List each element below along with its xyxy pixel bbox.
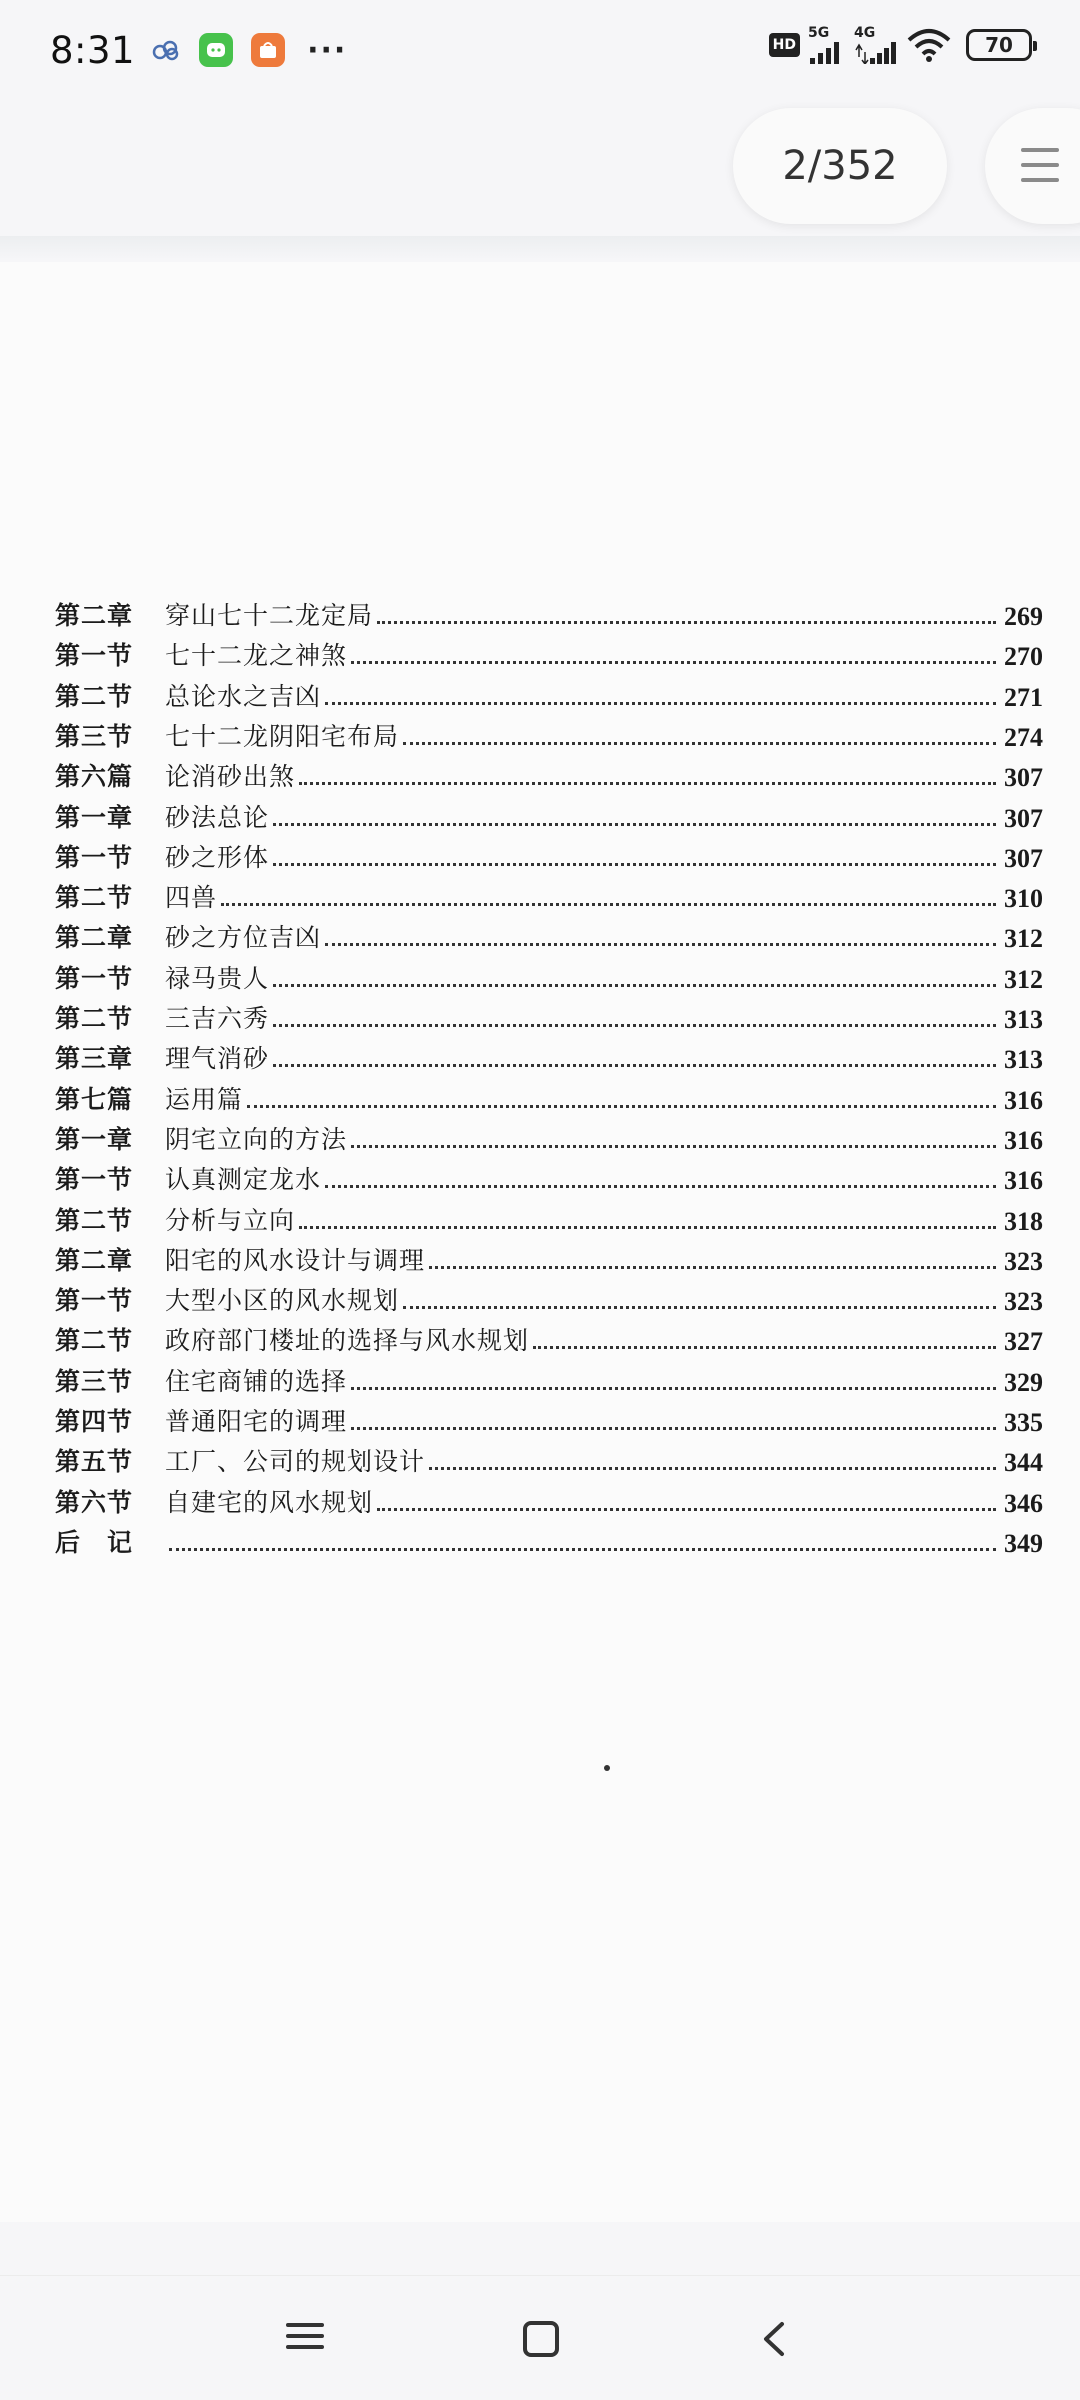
toc-entry-page-number: 323 <box>1004 1246 1043 1276</box>
toc-dot-leader <box>377 621 996 624</box>
shopping-app-icon <box>251 33 285 67</box>
page-indicator-text: 2/352 <box>782 143 898 189</box>
hd-voice-badge: HD <box>769 33 800 57</box>
toc-dot-leader <box>299 1226 996 1229</box>
home-icon[interactable] <box>518 2316 564 2362</box>
toc-entry-title: 三吉六秀 <box>165 1004 270 1033</box>
toc-dot-leader <box>351 661 996 664</box>
scan-speck <box>604 1765 610 1771</box>
toc-entry-title: 四兽 <box>165 883 218 913</box>
hamburger-icon <box>1021 148 1059 193</box>
toc-entry-title: 阴宅立向的方法 <box>165 1124 348 1154</box>
toc-entry[interactable] <box>55 914 1050 954</box>
toc-entry-title: 自建宅的风水规划 <box>165 1487 374 1517</box>
system-indicators <box>769 26 1032 64</box>
toc-entry-label: 第二节 <box>55 1326 134 1356</box>
toc-entry-label: 第二节 <box>55 883 134 913</box>
toc-entry-title: 理气消砂 <box>165 1044 270 1074</box>
toc-entry-label: 第四节 <box>55 1407 134 1436</box>
toc-dot-leader <box>325 702 996 705</box>
toc-dot-leader <box>403 742 996 745</box>
toc-entry[interactable] <box>55 1197 1050 1237</box>
toc-dot-leader <box>351 1145 996 1148</box>
toc-entry-label: 第一节 <box>55 842 134 872</box>
toc-entry-label: 第二章 <box>55 1245 134 1275</box>
signal-4g <box>854 26 898 64</box>
toc-entry-page-number: 307 <box>1004 763 1043 793</box>
toc-entry[interactable] <box>55 995 1050 1035</box>
toc-dot-leader <box>429 1467 996 1470</box>
status-bar <box>0 0 1080 100</box>
battery-indicator <box>966 29 1032 61</box>
toc-entry-label: 第二节 <box>55 1004 134 1033</box>
toc-entry-title: 政府部门楼址的选择与风水规划 <box>165 1326 530 1356</box>
toc-entry-title: 普通阳宅的调理 <box>165 1407 348 1436</box>
toc-entry-page-number: 307 <box>1004 803 1043 833</box>
toc-entry-page-number: 323 <box>1004 1287 1043 1317</box>
toc-entry-page-number: 312 <box>1004 964 1043 994</box>
toc-entry-label: 第三节 <box>55 1366 134 1396</box>
toc-entry-title: 七十二龙阴阳宅布局 <box>165 721 400 751</box>
toc-entry-label: 第一节 <box>55 1286 134 1316</box>
toc-entry-page-number: 329 <box>1004 1367 1043 1397</box>
toc-entry[interactable] <box>55 592 1050 632</box>
toc-entry-title: 砂之方位吉凶 <box>165 923 322 953</box>
toc-entry-label: 第一节 <box>55 641 134 671</box>
toc-entry-label: 第二章 <box>55 601 134 630</box>
reader-menu-button[interactable] <box>985 108 1080 224</box>
toc-entry-page-number: 313 <box>1004 1005 1043 1034</box>
toc-entry-title: 砂法总论 <box>165 802 270 832</box>
toc-entry-title: 分析与立向 <box>165 1205 296 1235</box>
toc-entry[interactable] <box>55 874 1050 914</box>
toc-entry-page-number: 346 <box>1004 1488 1043 1518</box>
toc-entry[interactable] <box>55 955 1050 995</box>
toc-entry-title: 阳宅的风水设计与调理 <box>165 1245 426 1275</box>
toc-entry-label: 第一节 <box>55 963 134 993</box>
toc-dot-leader <box>299 782 996 785</box>
wifi-icon <box>906 28 952 62</box>
battery-level: 70 <box>985 33 1013 57</box>
page-indicator[interactable] <box>733 108 947 224</box>
signal-5g <box>808 26 846 64</box>
toc-entry-title: 穿山七十二龙定局 <box>165 601 374 630</box>
toc-entry-page-number: 318 <box>1004 1206 1043 1236</box>
toc-entry[interactable] <box>55 1438 1050 1478</box>
signal-bars-icon <box>854 40 898 64</box>
signal-5g-label: 5G <box>808 25 830 41</box>
document-page[interactable] <box>0 262 1080 2222</box>
back-icon[interactable] <box>752 2316 798 2362</box>
signal-bars-icon <box>808 40 846 64</box>
toc-dot-leader <box>429 1266 996 1269</box>
toc-entry[interactable] <box>55 1116 1050 1156</box>
toc-entry-page-number: 327 <box>1004 1327 1043 1357</box>
wechat-app-icon <box>199 33 233 67</box>
toc-entry-label: 第一章 <box>55 1124 134 1154</box>
toc-dot-leader <box>273 1064 996 1067</box>
toc-entry-label: 后 记 <box>55 1527 134 1557</box>
toc-entry[interactable] <box>55 834 1050 874</box>
toc-entry[interactable] <box>55 1156 1050 1196</box>
toc-entry-page-number: 270 <box>1004 642 1043 672</box>
toc-entry-title: 住宅商铺的选择 <box>165 1366 348 1396</box>
toc-dot-leader <box>169 1548 996 1551</box>
toc-entry-title: 砂之形体 <box>165 842 270 872</box>
toc-entry-title: 大型小区的风水规划 <box>165 1286 400 1316</box>
toc-entry-title: 运用篇 <box>165 1084 244 1114</box>
toolbar-shadow <box>0 236 1080 260</box>
toc-entry-label: 第三章 <box>55 1044 134 1074</box>
toc-dot-leader <box>273 823 996 826</box>
toc-dot-leader <box>273 863 996 866</box>
notification-icons <box>151 33 347 68</box>
recent-apps-icon[interactable] <box>282 2316 328 2362</box>
toc-dot-leader <box>377 1508 996 1511</box>
toc-entry[interactable] <box>55 673 1050 713</box>
toc-dot-leader <box>533 1346 996 1349</box>
toc-entry[interactable] <box>55 1035 1050 1075</box>
toc-entry-page-number: 307 <box>1004 843 1043 873</box>
toc-entry[interactable] <box>55 1519 1050 1559</box>
signal-4g-label: 4G <box>854 25 876 41</box>
toc-entry[interactable] <box>55 1237 1050 1277</box>
toc-dot-leader <box>325 1185 996 1188</box>
toc-entry-page-number: 316 <box>1004 1125 1043 1155</box>
toc-dot-leader <box>351 1387 996 1390</box>
toc-entry-page-number: 335 <box>1004 1408 1043 1437</box>
toc-dot-leader <box>273 984 996 987</box>
toc-entry-page-number: 269 <box>1004 602 1043 631</box>
toc-entry-page-number: 310 <box>1004 884 1043 914</box>
toc-entry-label: 第六节 <box>55 1487 134 1517</box>
toc-entry-label: 第二章 <box>55 923 134 953</box>
toc-entry-label: 第二节 <box>55 681 134 711</box>
toc-entry-title: 工厂、公司的规划设计 <box>165 1447 426 1477</box>
toc-entry-label: 第五节 <box>55 1447 134 1477</box>
reader-toolbar <box>0 100 1080 240</box>
toc-entry-label: 第七篇 <box>55 1084 134 1114</box>
toc-entry[interactable] <box>55 794 1050 834</box>
toc-entry-page-number: 312 <box>1004 924 1043 954</box>
toc-entry[interactable] <box>55 1398 1050 1438</box>
toc-entry-title: 认真测定龙水 <box>165 1165 322 1195</box>
toc-entry[interactable] <box>55 1277 1050 1317</box>
toc-entry[interactable] <box>55 713 1050 753</box>
toc-dot-leader <box>221 903 996 906</box>
toc-dot-leader <box>273 1024 996 1027</box>
toc-entry-label: 第二节 <box>55 1205 134 1235</box>
toc-entry-label: 第六篇 <box>55 762 134 792</box>
status-time: 8:31 <box>50 28 136 72</box>
toc-entry-title: 禄马贵人 <box>165 963 270 993</box>
system-navigation-bar <box>0 2275 1080 2400</box>
toc-entry-page-number: 344 <box>1004 1448 1043 1478</box>
toc-entry-page-number: 313 <box>1004 1045 1043 1075</box>
toc-entry[interactable] <box>55 753 1050 793</box>
toc-entry-title: 总论水之吉凶 <box>165 681 322 711</box>
toc-entry[interactable] <box>55 1479 1050 1519</box>
toc-entry-title: 论消砂出煞 <box>165 762 296 792</box>
toc-entry-page-number: 271 <box>1004 682 1043 712</box>
toc-entry[interactable] <box>55 1317 1050 1357</box>
toc-entry-page-number: 274 <box>1004 722 1043 752</box>
toc-entry-page-number: 349 <box>1004 1528 1043 1558</box>
toc-dot-leader <box>247 1105 996 1108</box>
toc-entry-label: 第一章 <box>55 802 134 832</box>
toc-dot-leader <box>325 943 996 946</box>
toc-dot-leader <box>403 1306 996 1309</box>
more-notifications-icon: ··· <box>307 32 348 68</box>
toc-entry[interactable] <box>55 1358 1050 1398</box>
toc-dot-leader <box>351 1427 996 1430</box>
toc-entry[interactable] <box>55 1076 1050 1116</box>
toc-entry-label: 第一节 <box>55 1165 134 1195</box>
toc-entry-title: 七十二龙之神煞 <box>165 641 348 671</box>
toc-entry[interactable] <box>55 632 1050 672</box>
toc-entry-page-number: 316 <box>1004 1085 1043 1115</box>
toc-entry-page-number: 316 <box>1004 1166 1043 1196</box>
toc-entry-label: 第三节 <box>55 721 134 751</box>
cloud-sync-icon <box>151 39 181 61</box>
